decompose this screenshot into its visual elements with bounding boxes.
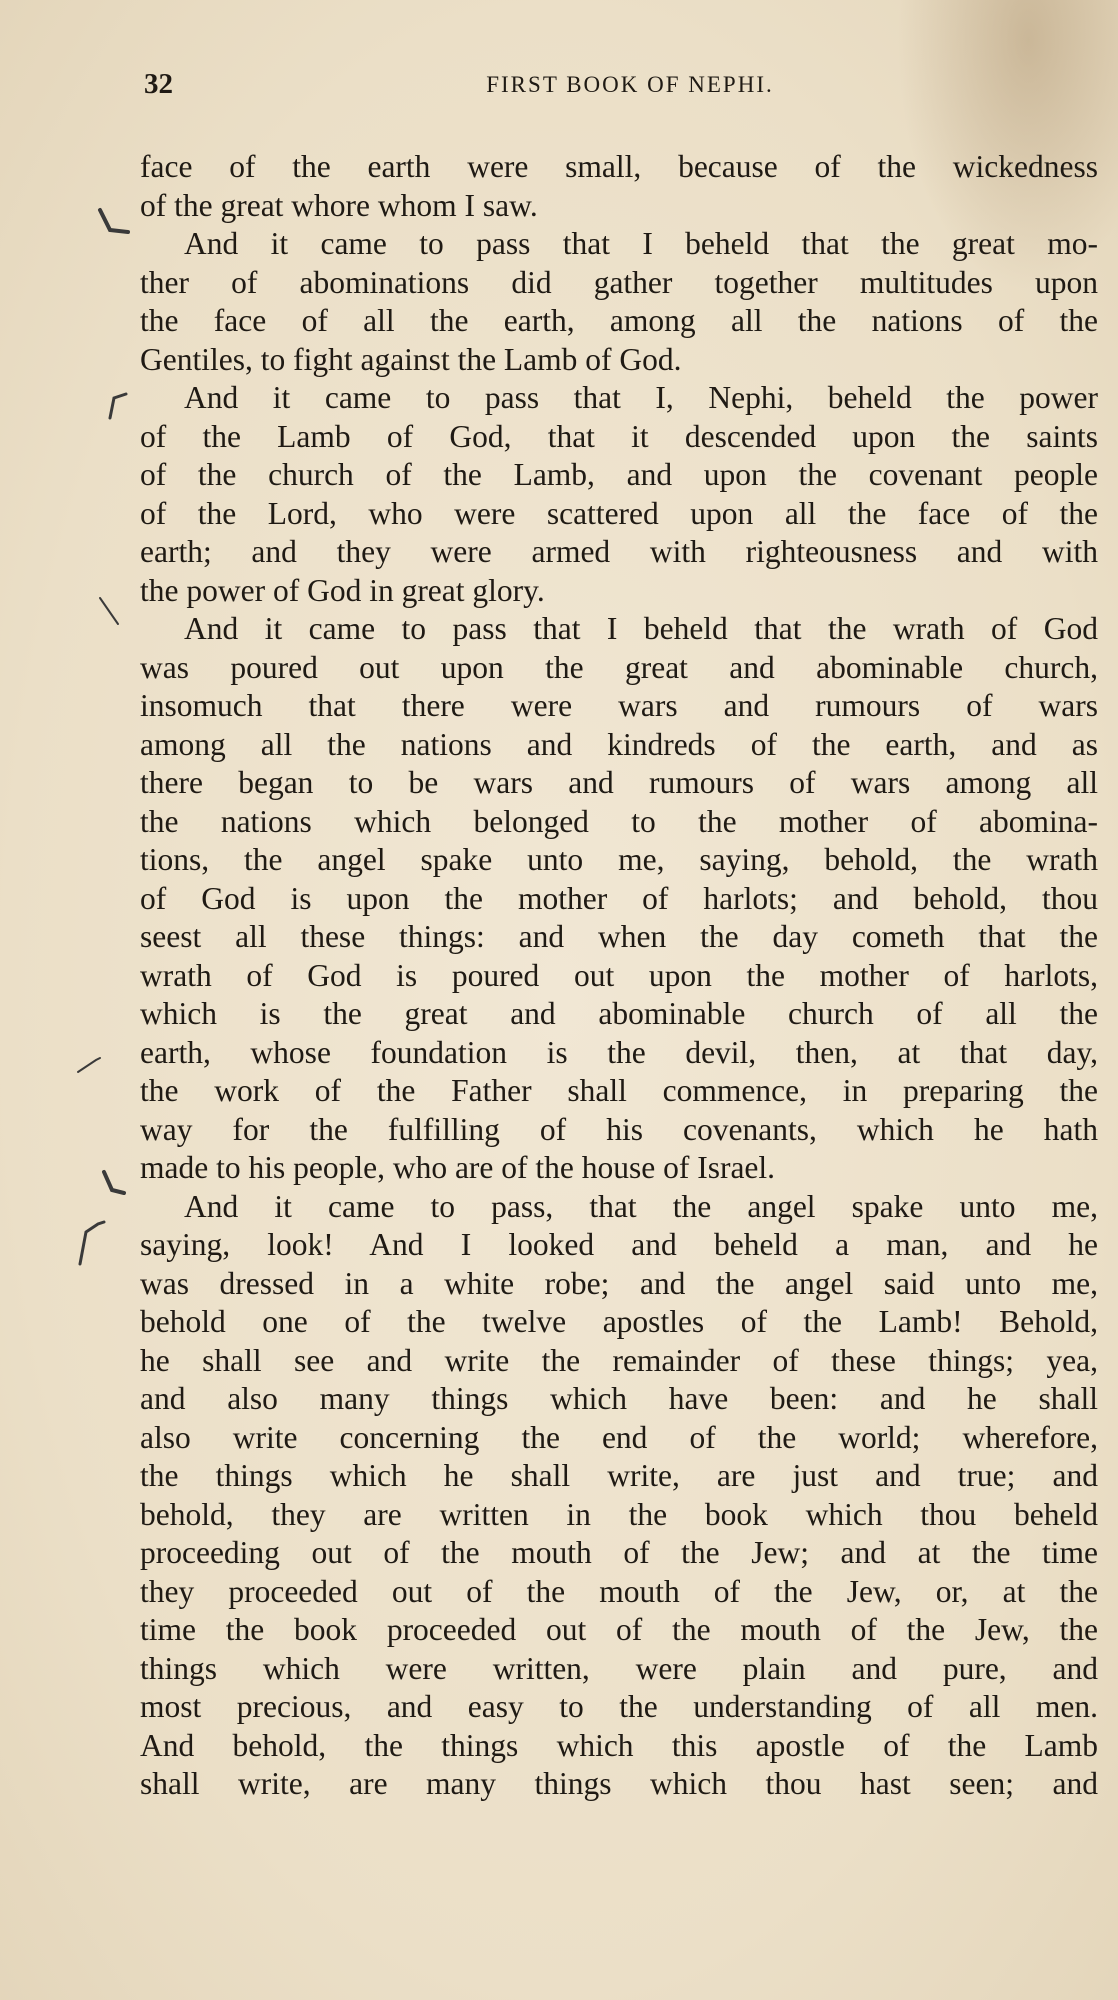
text-line: And behold, the things which this apostle of the Lamb [140,1727,1098,1763]
text-line: the face of all the earth, among all the nations of the [140,303,1098,338]
text-line: among all the nations and kindreds of the earth, and as [140,726,1098,762]
text-line: of the church of the Lamb, and upon the covenant people [140,457,1098,492]
text-line: they proceeded out of the mouth of the Jew, or, at the [140,1573,1098,1609]
text-line: face of the earth were small, because of the wickedness [140,149,1098,184]
text-line: seest all these things: and when the day cometh that the [140,919,1098,954]
text-line: And it came to pass that I beheld that the great mo- [184,226,1098,261]
text-line: and also many things which have been: and he shall [140,1381,1098,1416]
pencil-mark-5 [104,1172,124,1193]
text-line: insomuch that there were wars and rumours of wars [140,688,1098,723]
text-line: earth; and they were armed with righteousness and with [140,534,1098,569]
text-line: most precious, and easy to the understanding of all men. [140,1689,1098,1724]
text-line: which is the great and abominable church of all the [140,996,1098,1031]
body-text [140,148,1098,1804]
text-line: And it came to pass, that the angel spake unto me, [184,1188,1098,1224]
text-line: also write concerning the end of the world; wherefore, [140,1419,1098,1455]
text-line: Gentiles, to fight against the Lamb of God. [140,341,682,377]
text-line: the nations which belonged to the mother of abomina- [140,803,1098,839]
text-line: And it came to pass that I beheld that the wrath of God [184,611,1098,646]
text-line: of the great whore whom I saw. [140,187,538,223]
pencil-mark-6 [80,1222,104,1264]
text-line: ther of abominations did gather together multitudes upon [140,264,1098,300]
text-line: there began to be wars and rumours of wars among all [140,765,1098,800]
text-line: behold, they are written in the book which thou beheld [140,1496,1098,1532]
text-line: And it came to pass that I, Nephi, beheld the power [184,380,1098,415]
page-header [140,68,1100,108]
text-line: shall write, are many things which thou hast seen; and [140,1766,1098,1801]
running-head: FIRST BOOK OF NEPHI. [486,72,774,97]
text-line: was poured out upon the great and abominable church, [140,649,1098,685]
text-line: saying, look! And I looked and beheld a man, and he [140,1227,1098,1262]
text-line: of the Lord, who were scattered upon all the face of the [140,495,1098,531]
page-number: 32 [144,68,173,100]
text-line: the things which he shall write, are just and true; and [140,1458,1098,1493]
text-line: time the book proceeded out of the mouth of the Jew, the [140,1612,1098,1647]
text-line: things which were written, were plain and pure, and [140,1650,1098,1686]
text-line: made to his people, who are of the house of Israel. [140,1150,776,1185]
text-line: way for the fulfilling of his covenants, which he hath [140,1111,1098,1147]
text-line: earth, whose foundation is the devil, then, at that day, [140,1034,1098,1070]
pencil-mark-4 [78,1058,100,1072]
text-line: wrath of God is poured out upon the mother of harlots, [140,957,1098,993]
text-line: the power of God in great glory. [140,572,545,608]
text-line: the work of the Father shall commence, in preparing the [140,1073,1098,1108]
text-line: of the Lamb of God, that it descended upon the saints [140,418,1098,454]
pencil-mark-3 [100,598,118,624]
text-line: was dressed in a white robe; and the angel said unto me, [140,1265,1098,1301]
text-line: he shall see and write the remainder of these things; yea, [140,1342,1098,1378]
text-line: tions, the angel spake unto me, saying, behold, the wrath [140,842,1098,877]
text-line: of God is upon the mother of harlots; and behold, thou [140,880,1098,916]
text-line: behold one of the twelve apostles of the Lamb! Behold, [140,1304,1098,1339]
pencil-mark-2 [110,394,126,418]
pencil-mark-1 [100,210,128,232]
text-line: proceeding out of the mouth of the Jew; and at the time [140,1535,1098,1570]
